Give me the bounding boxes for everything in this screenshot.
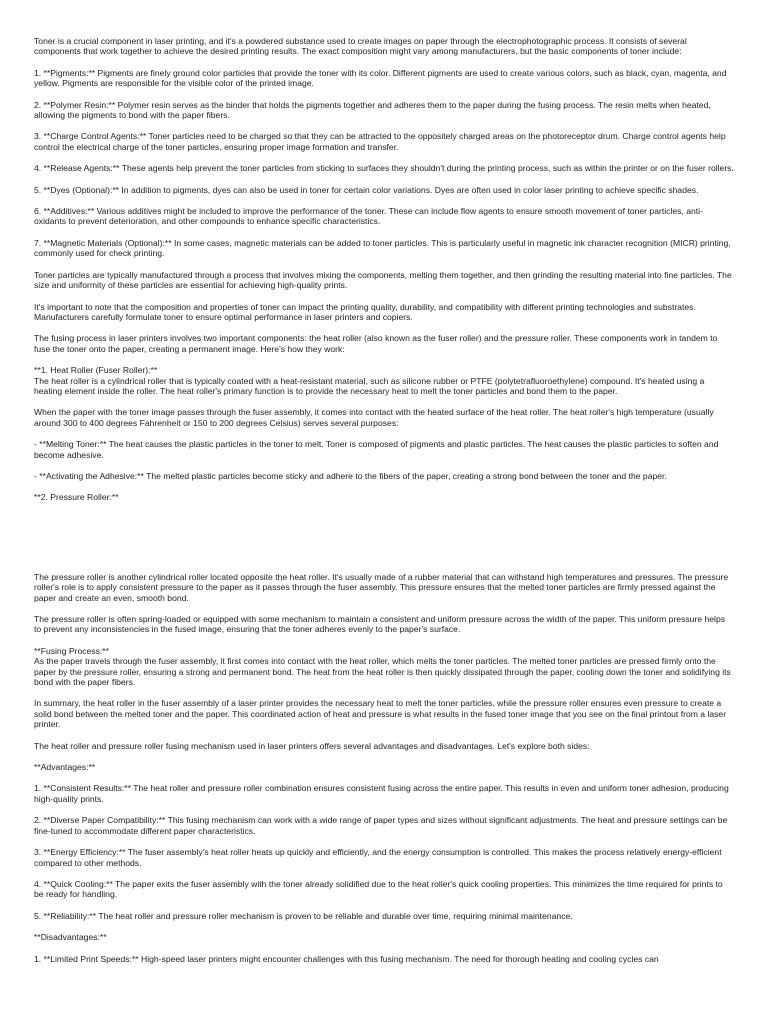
pressure-roller-heading: **2. Pressure Roller:** (34, 492, 119, 503)
paper-compatibility-paragraph: 2. **Diverse Paper Compatibility:** This fusing mechanism can work with a wide range of paper types and sizes without significant adjustments. The heat and pressure settings can be fine-tuned to accommodate different paper characteristics. (34, 815, 728, 836)
release-agents-paragraph: 4. **Release Agents:** These agents help prevent the toner particles from sticking to surfaces they shouldn't during the printing process, such as within the printer or on the fuser rollers. (34, 163, 734, 174)
charge-control-paragraph: 3. **Charge Control Agents:** Toner particles need to be charged so that they can be attracted to the oppositely charged areas on the photoreceptor drum. Charge control agents help control the electrical charge of the toner particles, ensuring proper image formation and transfer. (34, 131, 726, 152)
fusing-process-heading: **Fusing Process:** (34, 645, 109, 656)
advantages-heading: **Advantages:** (34, 762, 96, 773)
melting-toner-paragraph: - **Melting Toner:** The heat causes the plastic particles in the toner to melt. Toner is composed of pigments and plastic particles. The heat causes the plastic particles to soften and become adhesive. (34, 439, 719, 460)
summary-paragraph: In summary, the heat roller in the fuser assembly of a laser printer provides the necessary heat to melt the toner particles, while the pressure roller ensures even pressure to create a solid bond between the melted toner and the paper. This coordinated action of heat and pressure is what results in the fused toner image that you see on the final printout from a laser printer. (34, 698, 727, 730)
manufacturing-paragraph: Toner particles are typically manufactured through a process that involves mixing the components, melting them together, and then grinding the resulting material into fine particles. The size and uniformity of these particles are essential for achieving high-quality prints. (34, 269, 732, 291)
composition-note-paragraph: It's important to note that the composition and properties of toner can impact the printing quality, durability, and compatibility with different printing technologies and substrates. Manufacturers carefully formulate toner to ensure optimal performance in laser printers and copiers. (34, 301, 696, 322)
pigments-paragraph: 1. **Pigments:** Pigments are finely ground color particles that provide the toner with its color. Different pigments are used to create various colors, such as black, cyan, magenta, and yellow. Pigments are responsible for the visible color of the printed image. (34, 67, 727, 89)
magnetic-materials-paragraph: 7. **Magnetic Materials (Optional):** In some cases, magnetic materials can be added to toner particles. This is particularly useful in magnetic ink character recognition (MICR) printing, commonly used for check printing. (34, 237, 731, 259)
limited-print-speeds-paragraph: 1. **Limited Print Speeds:** High-speed laser printers might encounter challenges with this fusing mechanism. The need for thorough heating and cooling cycles can (34, 953, 659, 964)
pressure-roller-paragraph: The pressure roller is another cylindrical roller located opposite the heat roller. It's usually made of a rubber material that can withstand high temperatures and pressures. The pressure roller's role is to apply consistent pressure to the paper as it passes through the fuser assembly. This pressure ensures that the melted toner particles are firmly pressed against the paper and create an even, smooth bond. (34, 571, 729, 603)
document-page (34, 36, 734, 975)
disadvantages-heading: **Disadvantages:** (34, 932, 107, 943)
energy-efficiency-paragraph: 3. **Energy Efficiency:** The fuser assembly's heat roller heats up quickly and efficiently, and the energy consumption is controlled. This makes the process relatively energy-efficient compared to other methods. (34, 847, 722, 868)
blank-gap (34, 514, 734, 572)
activating-adhesive-paragraph: - **Activating the Adhesive:** The melted plastic particles become sticky and adhere to the fibers of the paper, creating a strong bond between the toner and the paper. (34, 470, 667, 481)
fusing-intro-paragraph: The fusing process in laser printers involves two important components: the heat roller (also known as the fuser roller) and the pressure roller. These components work in tandem to fuse the toner onto the paper, creating a permanent image. Here's how they work: (34, 333, 718, 354)
polymer-resin-paragraph: 2. **Polymer Resin:** Polymer resin serves as the binder that holds the pigments together and adheres them to the paper during the fusing process. The resin melts when heated, allowing the pigments to bond with the paper fibers. (34, 99, 711, 121)
consistent-results-paragraph: 1. **Consistent Results:** The heat roller and pressure roller combination ensures consistent fusing across the entire paper. This results in even and uniform toner adhesion, producing high-quality prints. (34, 783, 729, 804)
intro-paragraph: Toner is a crucial component in laser printing, and it's a powdered substance used to create images on paper through the electrophotographic process. It consists of several components that work together to achieve the desired printing results. The exact composition might vary among manufacturers, but the basic components of toner include: (34, 36, 687, 57)
fusing-process-paragraph: As the paper travels through the fuser assembly, it first comes into contact with the heat roller, which melts the toner particles. The melted toner particles are pressed firmly onto the paper by the pressure roller, ensuring a strong and permanent bond. The heat from the heat roller is then quickly dissipated through the paper, cooling down the toner and solidifying its bond with the paper fibers. (34, 656, 731, 688)
pressure-roller-spring-paragraph: The pressure roller is often spring-loaded or equipped with some mechanism to maintain a consistent and uniform pressure across the width of the paper. This uniform pressure helps to prevent any inconsistencies in the fused image, ensuring that the toner adheres evenly to the paper's surface. (34, 614, 726, 635)
dyes-paragraph: 5. **Dyes (Optional):** In addition to pigments, dyes can also be used in toner for certain color variations. Dyes are often used in color laser printing to achieve specific shades. (34, 184, 699, 195)
heat-roller-temperature-paragraph: When the paper with the toner image passes through the fuser assembly, it comes into contact with the heated surface of the heat roller. The heat roller's high temperature (usually around 300 to 400 degrees Fahrenheit or 150 to 200 degrees Celsius) serves several purposes: (34, 407, 714, 428)
additives-paragraph: 6. **Additives:** Various additives might be included to improve the performance of the toner. These can include flow agents to ensure smooth movement of toner particles, anti-oxidants to prevent deterioration, and other compounds to enhance specific characteristics. (34, 206, 703, 227)
quick-cooling-paragraph: 4. **Quick Cooling:** The paper exits the fuser assembly with the toner already solidified due to the heat roller's quick cooling properties. This minimizes the time required for prints to be ready for handling. (34, 878, 723, 900)
pros-cons-intro-paragraph: The heat roller and pressure roller fusing mechanism used in laser printers offers several advantages and disadvantages. Let's explore both sides: (34, 740, 590, 751)
reliability-paragraph: 5. **Reliability:** The heat roller and pressure roller mechanism is proven to be reliable and durable over time, requiring minimal maintenance. (34, 910, 573, 921)
heat-roller-paragraph: The heat roller is a cylindrical roller that is typically coated with a heat-resistant material, such as silicone rubber or PTFE (polytetrafluoroethylene) compound. It's heated using a heating element inside the roller. The heat roller's primary function is to provide the necessary heat to melt the toner particles and bond them to the paper. (34, 375, 705, 396)
heat-roller-heading: **1. Heat Roller (Fuser Roller):** (34, 365, 158, 376)
